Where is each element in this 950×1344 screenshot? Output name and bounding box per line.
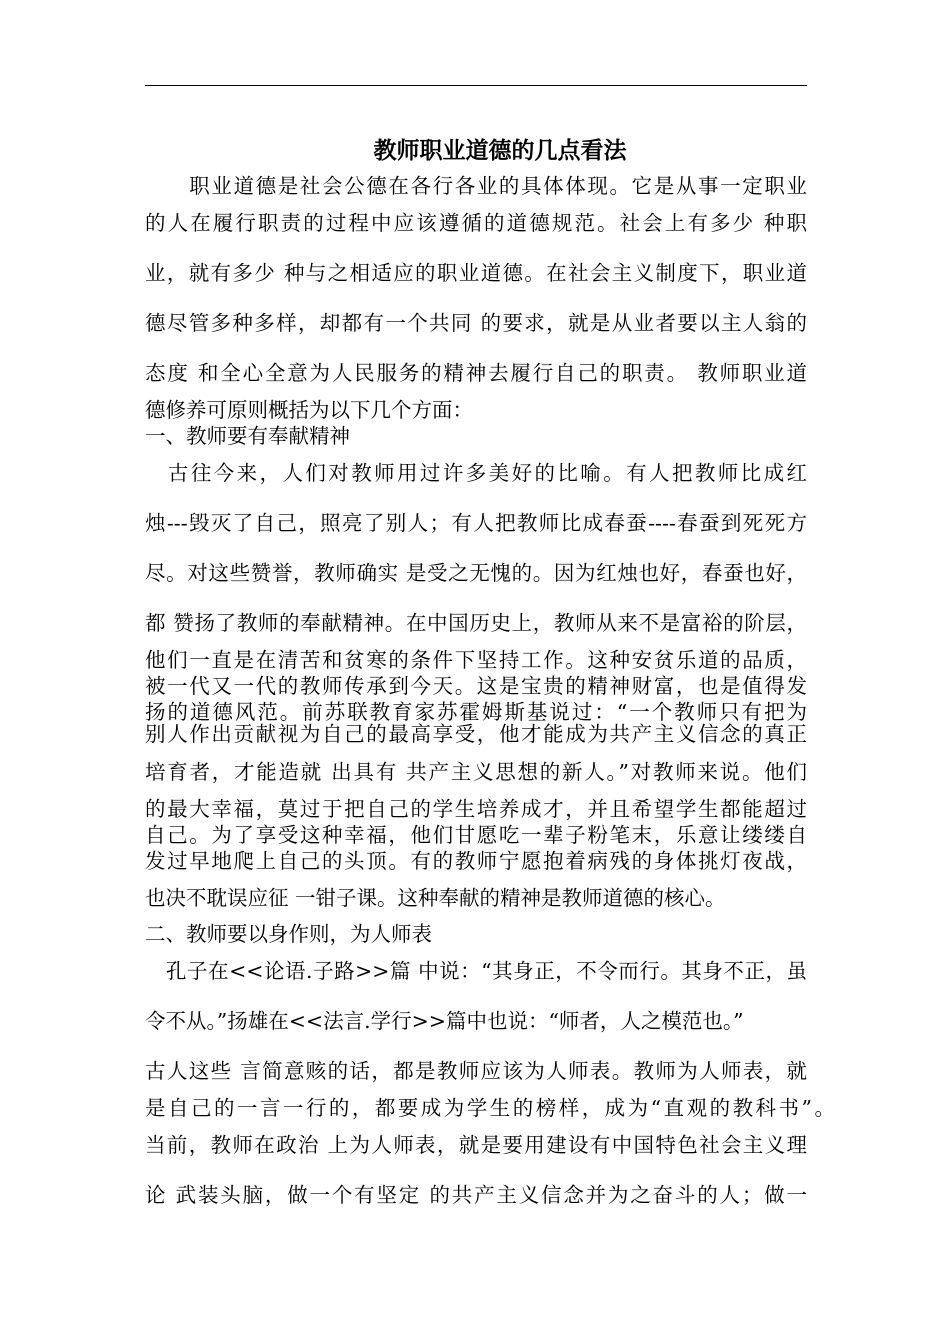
text-line: 别人作出贡献视为自己的最高享受，他才能成为共产主义信念的真正 <box>145 722 807 746</box>
text-line: 发过早地爬上自己的头顶。有的教师宁愿抱着病残的身体挑灯夜战， <box>145 849 807 873</box>
text-line: 也决不耽误应征 一钳子课。这种奉献的精神是教师道德的核心。 <box>145 886 726 910</box>
text-line: 是自己的一言一行的，都要成为学生的榜样，成为“直观的教科书”。 <box>145 1096 835 1120</box>
text-line: 态度 和全心全意为人民服务的精神去履行自己的职责。 教师职业道 <box>145 361 807 385</box>
text-line: 古人这些 言简意赅的话，都是教师应该为人师表。教师为人师表，就 <box>145 1059 807 1083</box>
header-rule <box>145 85 807 86</box>
text-line: 孔子在<<论语.子路>>篇 中说：“其身正，不令而行。其身不正，虽 <box>145 959 807 983</box>
section-heading: 一、教师要有奉献精神 <box>145 424 350 448</box>
text-line: 他们一直是在清苦和贫寒的条件下坚持工作。这种安贫乐道的品质， <box>145 648 807 672</box>
text-line: 业，就有多少 种与之相适应的职业道德。在社会主义制度下，职业道 <box>145 261 807 285</box>
text-line: 扬的道德风范。前苏联教育家苏霍姆斯基说过：“一个教师只有把为 <box>145 700 807 724</box>
text-line: 都 赞扬了教师的奉献精神。在中国历史上，教师从来不是富裕的阶层， <box>145 611 807 635</box>
text-line: 的人在履行职责的过程中应该遵循的道德规范。社会上有多少 种职 <box>145 211 807 235</box>
text-line: 德尽管多种多样，却都有一个共同 的要求，就是从业者要以主人翁的 <box>145 311 807 335</box>
text-line: 被一代又一代的教师传承到今天。这是宝贵的精神财富，也是值得发 <box>145 674 807 698</box>
text-line: 培育者，才能造就 出具有 共产主义思想的新人。”对教师来说。他们 <box>145 760 807 784</box>
text-line: 令不从。”扬雄在<<法言.学行>>篇中也说：“师者，人之模范也。” <box>145 1009 744 1033</box>
text-line: 尽。对这些赞誉，教师确实 是受之无愧的。因为红烛也好，春蚕也好， <box>145 561 807 585</box>
text-line: 的最大幸福，莫过于把自己的学生培养成才，并且希望学生都能超过 <box>145 797 807 821</box>
document-title: 教师职业道德的几点看法 <box>373 138 627 164</box>
text-line: 德修养可原则概括为以下几个方面： <box>145 398 473 422</box>
text-line: 职业道德是社会公德在各行各业的具体体现。它是从事一定职业 <box>145 174 807 198</box>
section-heading: 二、教师要以身作则，为人师表 <box>145 922 432 946</box>
text-line: 古往今来，人们对教师用过许多美好的比喻。有人把教师比成红 <box>145 461 807 485</box>
text-line: 自己。为了享受这种幸福，他们甘愿吃一辈子粉笔末，乐意让缕缕自 <box>145 823 807 847</box>
text-line: 当前，教师在政治 上为人师表，就是要用建设有中国特色社会主义理 <box>145 1133 807 1157</box>
text-line: 论 武装头脑，做一个有坚定 的共产主义信念并为之奋斗的人；做一 <box>145 1183 807 1207</box>
text-line: 烛---毁灭了自己，照亮了别人；有人把教师比成春蚕----春蚕到死死方 <box>145 511 807 535</box>
